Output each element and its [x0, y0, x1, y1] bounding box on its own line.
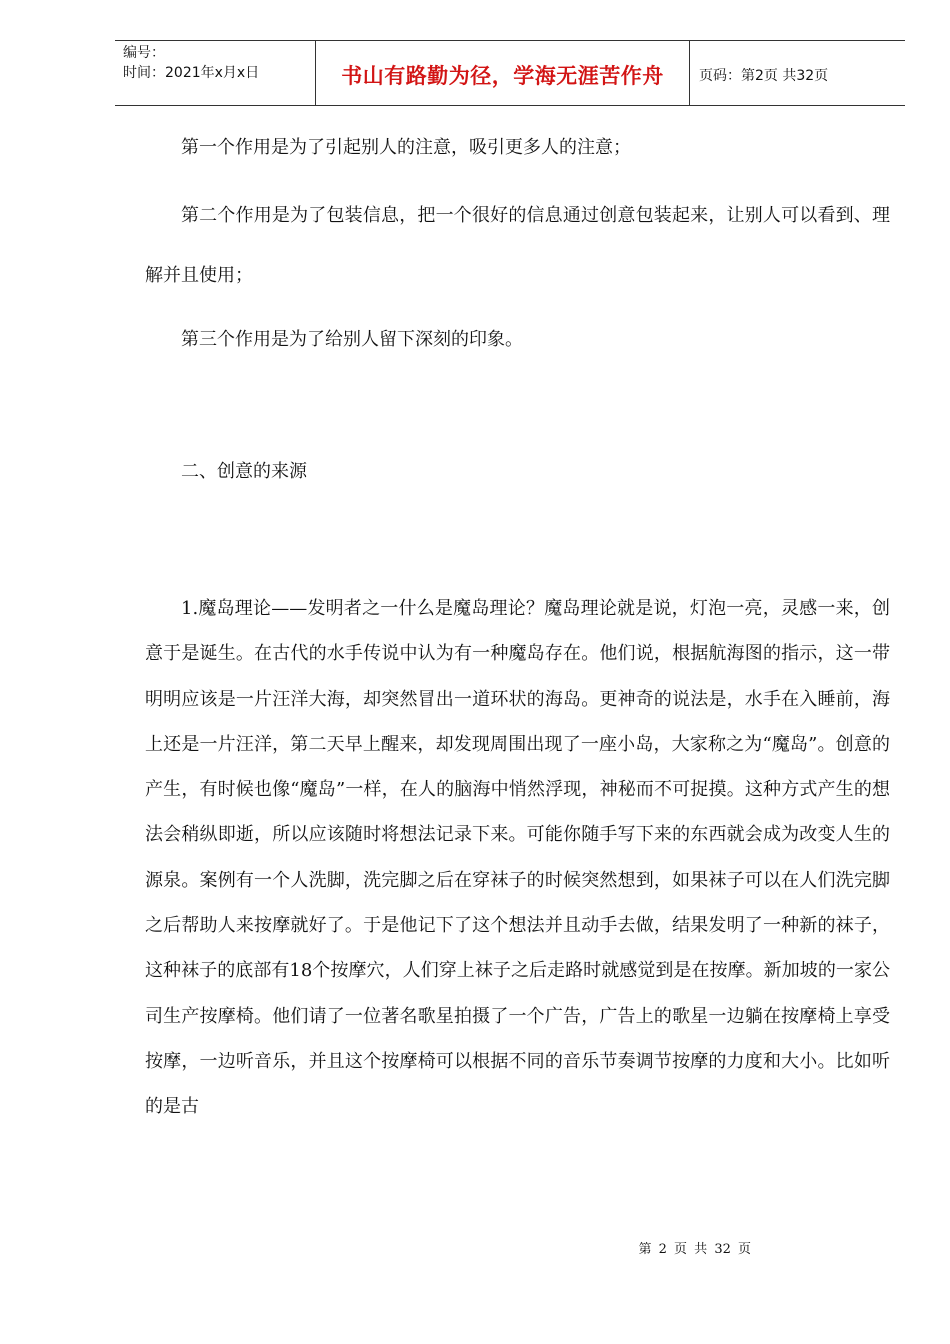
motto-text: 书山有路勤为径，学海无涯苦作舟 — [341, 64, 664, 88]
paragraph-magic-island: 1.魔岛理论——发明者之一什么是魔岛理论？魔岛理论就是说，灯泡一亮，灵感一来，创意于是诞生。在古代的水手传说中认为有一种魔岛存在。他们说，根据航海图的指示，这一带明明应该是一片汪洋大海，却突然冒出一道环状的海岛。更神奇的说法是，水手在入睡前，海上还是一片汪洋，第二天早上醒来，却发现周围出现了一座小岛，大家称之为“魔岛”。创意的产生，有时候也像“魔岛”一样，在人的脑海中悄然浮现，神秘而不可捉摸。这种方式产生的想法会稍纵即逝，所以应该随时将想法记录下来。可能你随手写下来的东西就会成为改变人生的源泉。案例有一个人洗脚，洗完脚之后在穿袜子的时候突然想到，如果袜子可以在人们洗完脚之后帮助人来按摩就好了。于是他记下了这个想法并且动手去做，结果发明了一种新的袜子，这种袜子的底部有18个按摩穴，人们穿上袜子之后走路时就感觉到是在按摩。新加坡的一家公司生产按摩椅。他们请了一位著名歌星拍摄了一个广告，广告上的歌星一边躺在按摩椅上享受按摩，一边听音乐，并且这个按摩椅可以根据不同的音乐节奏调节按摩的力度和大小。比如听的是古 — [145, 598, 890, 1118]
document-body — [145, 126, 890, 1130]
page-info-text: 页码：第2页 共32页 — [699, 68, 829, 84]
paragraph-third-function: 第三个作用是为了给别人留下深刻的印象。 — [181, 329, 523, 350]
section-heading: 二、创意的来源 — [181, 461, 307, 482]
header-meta — [115, 41, 316, 105]
paragraph-first-function: 第一个作用是为了引起别人的注意，吸引更多人的注意； — [181, 137, 631, 158]
footer-page-number: 第 2 页 共 32 页 — [638, 1242, 751, 1257]
page-footer — [0, 1238, 950, 1257]
header-page-info — [690, 41, 905, 105]
page-header — [115, 40, 905, 106]
paragraph-second-function: 第二个作用是为了包装信息，把一个很好的信息通过创意包装起来，让别人可以看到、理解并且使用； — [145, 205, 890, 286]
serial-label: 编号： — [123, 45, 165, 61]
header-motto-cell — [316, 41, 690, 105]
time-label: 时间：2021年x月x日 — [123, 65, 260, 81]
